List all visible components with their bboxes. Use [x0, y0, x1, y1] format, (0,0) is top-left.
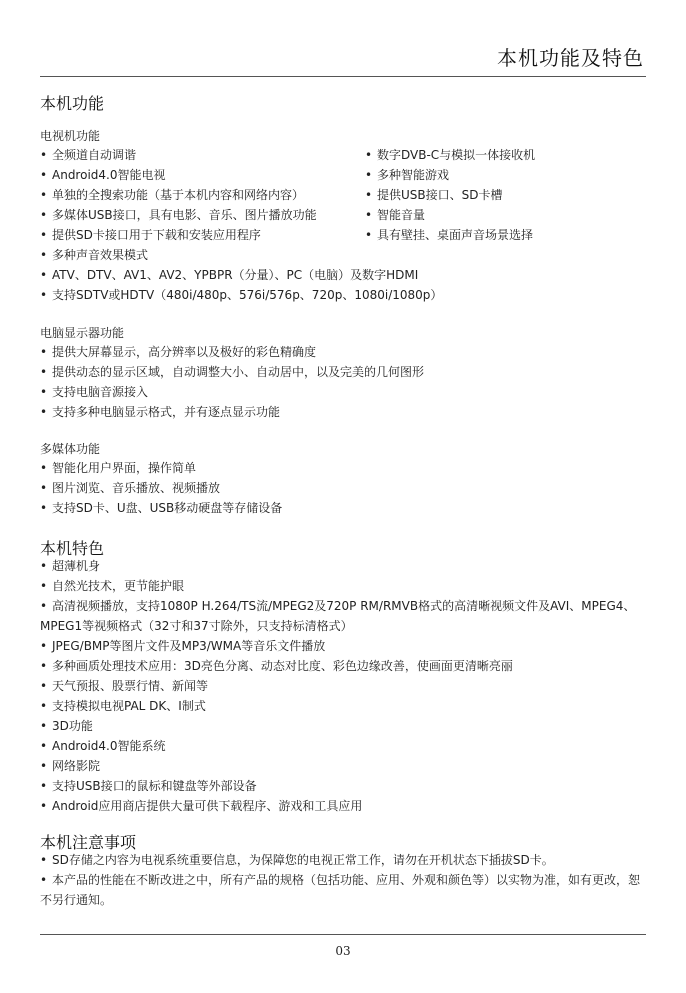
list-item: • 本产品的性能在不断改进之中，所有产品的规格（包括功能、应用、外观和颜色等）以实物为准，如有更改，恕不另行通知。 [40, 870, 646, 910]
list-item: • 智能音量 [365, 205, 535, 225]
list-item: • SD存储之内容为电视系统重要信息，为保障您的电视正常工作，请勿在开机状态下插拔SD卡。 [40, 850, 646, 870]
list-item: • Android4.0智能电视 [40, 165, 442, 185]
list-item: • 智能化用户界面，操作简单 [40, 458, 282, 478]
list-item: • Android4.0智能系统 [40, 736, 646, 756]
characteristics-list [40, 556, 646, 816]
list-item: • 提供动态的显示区域，自动调整大小、自动居中，以及完美的几何图形 [40, 362, 424, 382]
list-item: • 高清视频播放，支持1080P H.264/TS流/MPEG2及720P RM/RMVB格式的高清晰视频文件及AVI、MPEG4、MPEG1等视频格式（32寸和37寸除外，只支持标清格式） [40, 596, 646, 636]
list-item: • ATV、DTV、AV1、AV2、YPBPR（分量）、PC（电脑）及数字HDMI [40, 265, 442, 285]
list-item: • 多种画质处理技术应用：3D亮色分离、动态对比度、彩色边缘改善，使画面更清晰亮丽 [40, 656, 646, 676]
multimedia-subheading: 多媒体功能 [40, 442, 101, 456]
tv-subheading: 电视机功能 [40, 129, 101, 143]
list-item: • 支持SD卡、U盘、USB移动硬盘等存储设备 [40, 498, 282, 518]
list-item: • JPEG/BMP等图片文件及MP3/WMA等音乐文件播放 [40, 636, 646, 656]
list-item: • 提供USB接口、SD卡槽 [365, 185, 535, 205]
page-title: 本机功能及特色 [497, 46, 644, 70]
list-item: • 全频道自动调谐 [40, 145, 442, 165]
header-divider [40, 76, 646, 77]
list-item: • 天气预报、股票行情、新闻等 [40, 676, 646, 696]
list-item: • 具有壁挂、桌面声音场景选择 [365, 225, 535, 245]
list-item: • 支持SDTV或HDTV（480i/480p、576i/576p、720p、1080i/1080p） [40, 285, 442, 305]
list-item: • 自然光技术，更节能护眼 [40, 576, 646, 596]
list-item: • 图片浏览、音乐播放、视频播放 [40, 478, 282, 498]
list-item: • 支持多种电脑显示格式，并有逐点显示功能 [40, 402, 424, 422]
list-item: • 3D功能 [40, 716, 646, 736]
pc-features-list [40, 342, 424, 422]
list-item: • 多媒体USB接口，具有电影、音乐、图片播放功能 [40, 205, 442, 225]
list-item: • 提供大屏幕显示，高分辨率以及极好的彩色精确度 [40, 342, 424, 362]
characteristics-heading: 本机特色 [40, 539, 105, 558]
page-number: 03 [335, 944, 351, 958]
list-item: • 超薄机身 [40, 556, 646, 576]
features-heading: 本机功能 [40, 94, 105, 113]
notes-list [40, 850, 646, 910]
list-item: • 支持模拟电视PAL DK、I制式 [40, 696, 646, 716]
list-item: • 支持电脑音源接入 [40, 382, 424, 402]
list-item: • 多种声音效果模式 [40, 245, 442, 265]
multimedia-features-list [40, 458, 282, 518]
list-item: • 提供SD卡接口用于下载和安装应用程序 [40, 225, 442, 245]
list-item: • 单独的全搜索功能（基于本机内容和网络内容） [40, 185, 442, 205]
pc-subheading: 电脑显示器功能 [40, 326, 125, 340]
notes-heading: 本机注意事项 [40, 833, 137, 852]
list-item: • 网络影院 [40, 756, 646, 776]
list-item: • Android应用商店提供大量可供下载程序、游戏和工具应用 [40, 796, 646, 816]
list-item: • 多种智能游戏 [365, 165, 535, 185]
tv-features-right-list [365, 145, 535, 245]
footer-divider [40, 934, 646, 935]
list-item: • 支持USB接口的鼠标和键盘等外部设备 [40, 776, 646, 796]
list-item: • 数字DVB-C与模拟一体接收机 [365, 145, 535, 165]
